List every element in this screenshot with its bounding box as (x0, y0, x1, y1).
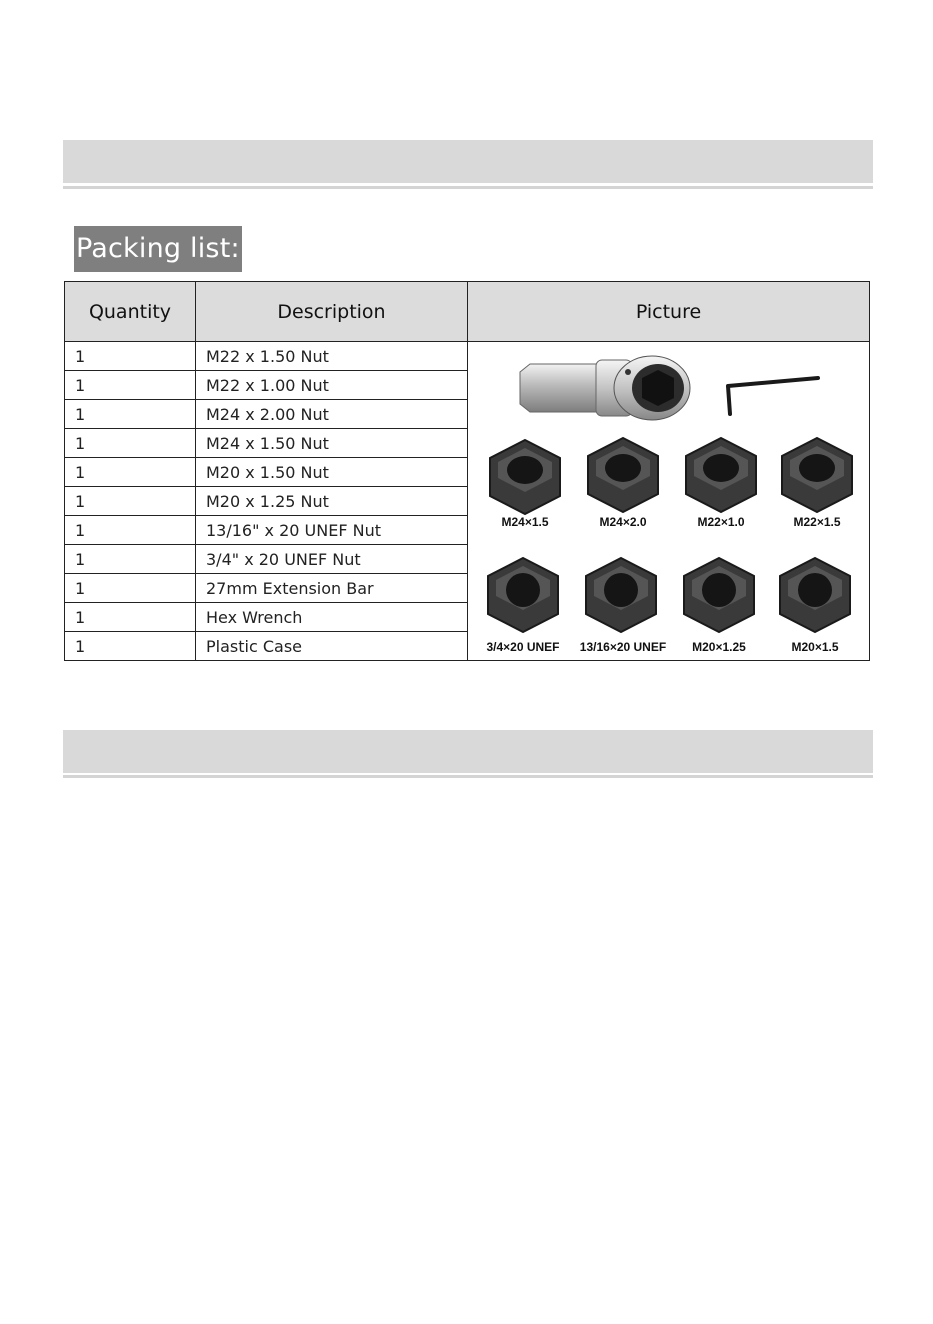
nut-m22x1-0-image (678, 432, 764, 518)
quantity-cell: 1 (65, 371, 196, 400)
quantity-cell: 1 (65, 516, 196, 545)
nut-label: M22×1.5 (793, 515, 841, 529)
kit-picture (468, 342, 870, 660)
nut-label: M20×1.25 (692, 640, 746, 654)
extension-bar-image (516, 350, 696, 430)
nut-label: M22×1.0 (697, 515, 745, 529)
section-header-band-bottom (63, 730, 873, 773)
quantity-cell: 1 (65, 487, 196, 516)
nut-m24x1-5-image (482, 434, 568, 520)
description-cell: 27mm Extension Bar (196, 574, 468, 603)
description-cell: Hex Wrench (196, 603, 468, 632)
description-header: Description (196, 282, 468, 342)
description-cell: M24 x 1.50 Nut (196, 429, 468, 458)
description-cell: M20 x 1.25 Nut (196, 487, 468, 516)
picture-cell (468, 342, 870, 661)
nut-m22x1-5-image (774, 432, 860, 518)
packing-list-table (64, 281, 870, 661)
quantity-cell: 1 (65, 400, 196, 429)
packing-list-title: Packing list: (74, 226, 242, 272)
description-cell: M24 x 2.00 Nut (196, 400, 468, 429)
description-cell: M22 x 1.50 Nut (196, 342, 468, 371)
quantity-cell: 1 (65, 603, 196, 632)
nut-3-4x20-unef-image (480, 552, 566, 638)
quantity-cell: 1 (65, 574, 196, 603)
description-cell: M20 x 1.50 Nut (196, 458, 468, 487)
description-cell: M22 x 1.00 Nut (196, 371, 468, 400)
quantity-cell: 1 (65, 429, 196, 458)
nut-13-16x20-unef-image (578, 552, 664, 638)
section-header-band-top (63, 140, 873, 183)
nut-label: 13/16×20 UNEF (579, 640, 667, 654)
quantity-cell: 1 (65, 342, 196, 371)
table-header-row (65, 282, 870, 342)
quantity-cell: 1 (65, 545, 196, 574)
nut-label: 3/4×20 UNEF (486, 640, 560, 654)
table-row (65, 342, 870, 371)
nut-label: M24×1.5 (501, 515, 549, 529)
quantity-cell: 1 (65, 632, 196, 661)
section-divider-top (63, 186, 873, 189)
nut-label: M24×2.0 (599, 515, 647, 529)
nut-label: M20×1.5 (791, 640, 839, 654)
quantity-cell: 1 (65, 458, 196, 487)
picture-header: Picture (468, 282, 870, 342)
description-cell: 3/4" x 20 UNEF Nut (196, 545, 468, 574)
hex-wrench-image (722, 374, 826, 420)
nut-m24x2-0-image (580, 432, 666, 518)
quantity-header: Quantity (65, 282, 196, 342)
nut-m20x1-5-image (772, 552, 858, 638)
section-divider-bottom (63, 775, 873, 778)
description-cell: 13/16" x 20 UNEF Nut (196, 516, 468, 545)
description-cell: Plastic Case (196, 632, 468, 661)
nut-m20x1-25-image (676, 552, 762, 638)
